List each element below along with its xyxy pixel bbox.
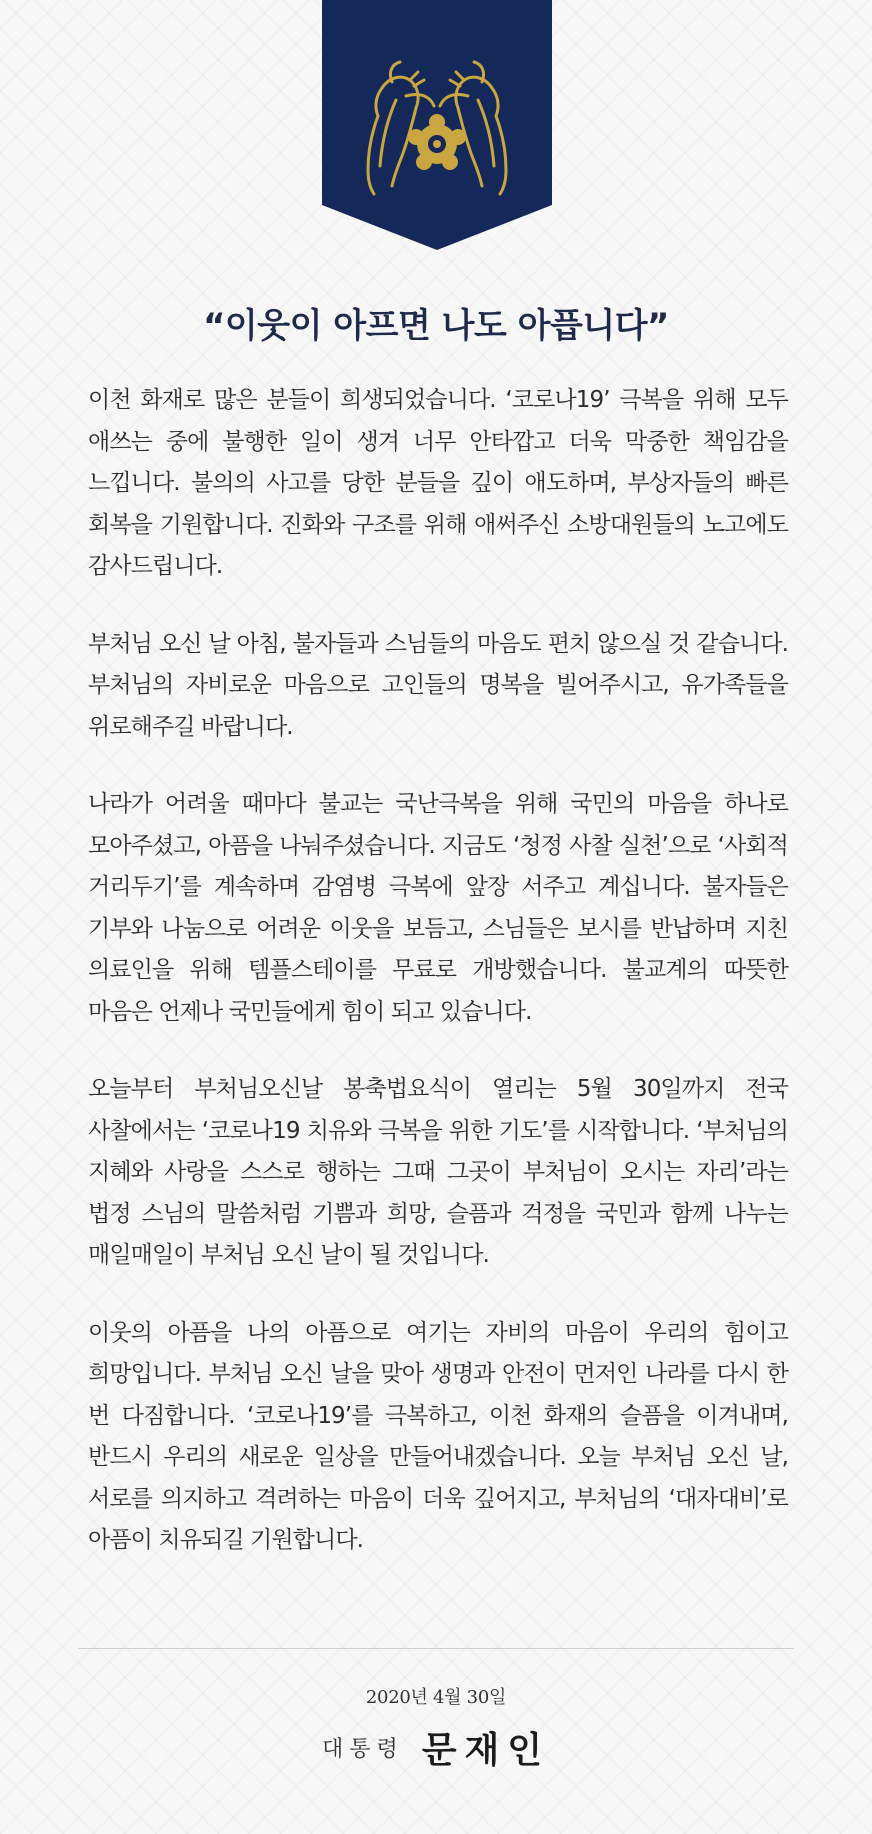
- letter-title: “이웃이 아프면 나도 아픕니다”: [203, 306, 669, 346]
- letter-date: 2020년 4월 30일: [365, 1687, 507, 1708]
- paragraph: 나라가 어려울 때마다 불교는 국난극복을 위해 국민의 마음을 하나로 모아주셨고, 아픔을 나눠주셨습니다. 지금도 ‘청정 사찰 실천’으로 ‘사회적 거리두기’를 계속하며 감염병 극복에 앞장 서주고 계십니다. 불자들은 기부와 나눔으로 어려운 이웃을 보듬고, 스님들은 보시를 반납하며 지친 의료인을 위해 템플스테이를 무료로 개방했습니다. 불교계의 따뜻한 마음은 언제나 국민들에게 힘이 되고 있습니다.: [88, 791, 788, 1025]
- paragraph: 부처님 오신 날 아침, 불자들과 스님들의 마음도 편치 않으실 것 같습니다. 부처님의 자비로운 마음으로 고인들의 명복을 빌어주시고, 유가족들을 위로해주길 바랍니다.: [88, 630, 788, 740]
- signer-title: 대통령: [321, 1737, 404, 1762]
- emblem-banner: [322, 0, 552, 250]
- paragraph: 오늘부터 부처님오신날 봉축법요식이 열리는 5월 30일까지 전국 사찰에서는 ‘코로나19 치유와 극복을 위한 기도’를 시작합니다. ‘부처님의 지혜와 사랑을 스스로 행하는 그때 그곳이 부처님이 오시는 자리’라는 법정 스님의 말씀처럼 기쁨과 희망, 슬픔과 걱정을 국민과 함께 나누는 매일매일이 부처님 오신 날이 될 것입니다.: [88, 1076, 788, 1268]
- paragraph: 이천 화재로 많은 분들이 희생되었습니다. ‘코로나19’ 극복을 위해 모두 애쓰는 중에 불행한 일이 생겨 너무 안타깝고 더욱 막중한 책임감을 느낍니다. 불의의 사고를 당한 분들을 깊이 애도하며, 부상자들의 빠른 회복을 기원합니다. 진화와 구조를 위해 애써주신 소방대원들의 노고에도 감사드립니다.: [88, 387, 788, 579]
- paragraph: 이웃의 아픔을 나의 아픔으로 여기는 자비의 마음이 우리의 힘이고 희망입니다. 부처님 오신 날을 맞아 생명과 안전이 먼저인 나라를 다시 한 번 다짐합니다. ‘코로나19’를 극복하고, 이천 화재의 슬픔을 이겨내며, 반드시 우리의 새로운 일상을 만들어내겠습니다. 오늘 부처님 오신 날, 서로를 의지하고 격려하는 마음이 더욱 깊어지고, 부처님의 ‘대자대비’로 아픔이 치유되길 기원합니다.: [88, 1319, 788, 1553]
- phoenix-emblem-icon: [322, 0, 552, 250]
- footer-divider: [78, 1648, 794, 1649]
- signature: [0, 1722, 872, 1773]
- letter-body: [88, 380, 788, 1598]
- signer-name: 문재인: [421, 1729, 551, 1771]
